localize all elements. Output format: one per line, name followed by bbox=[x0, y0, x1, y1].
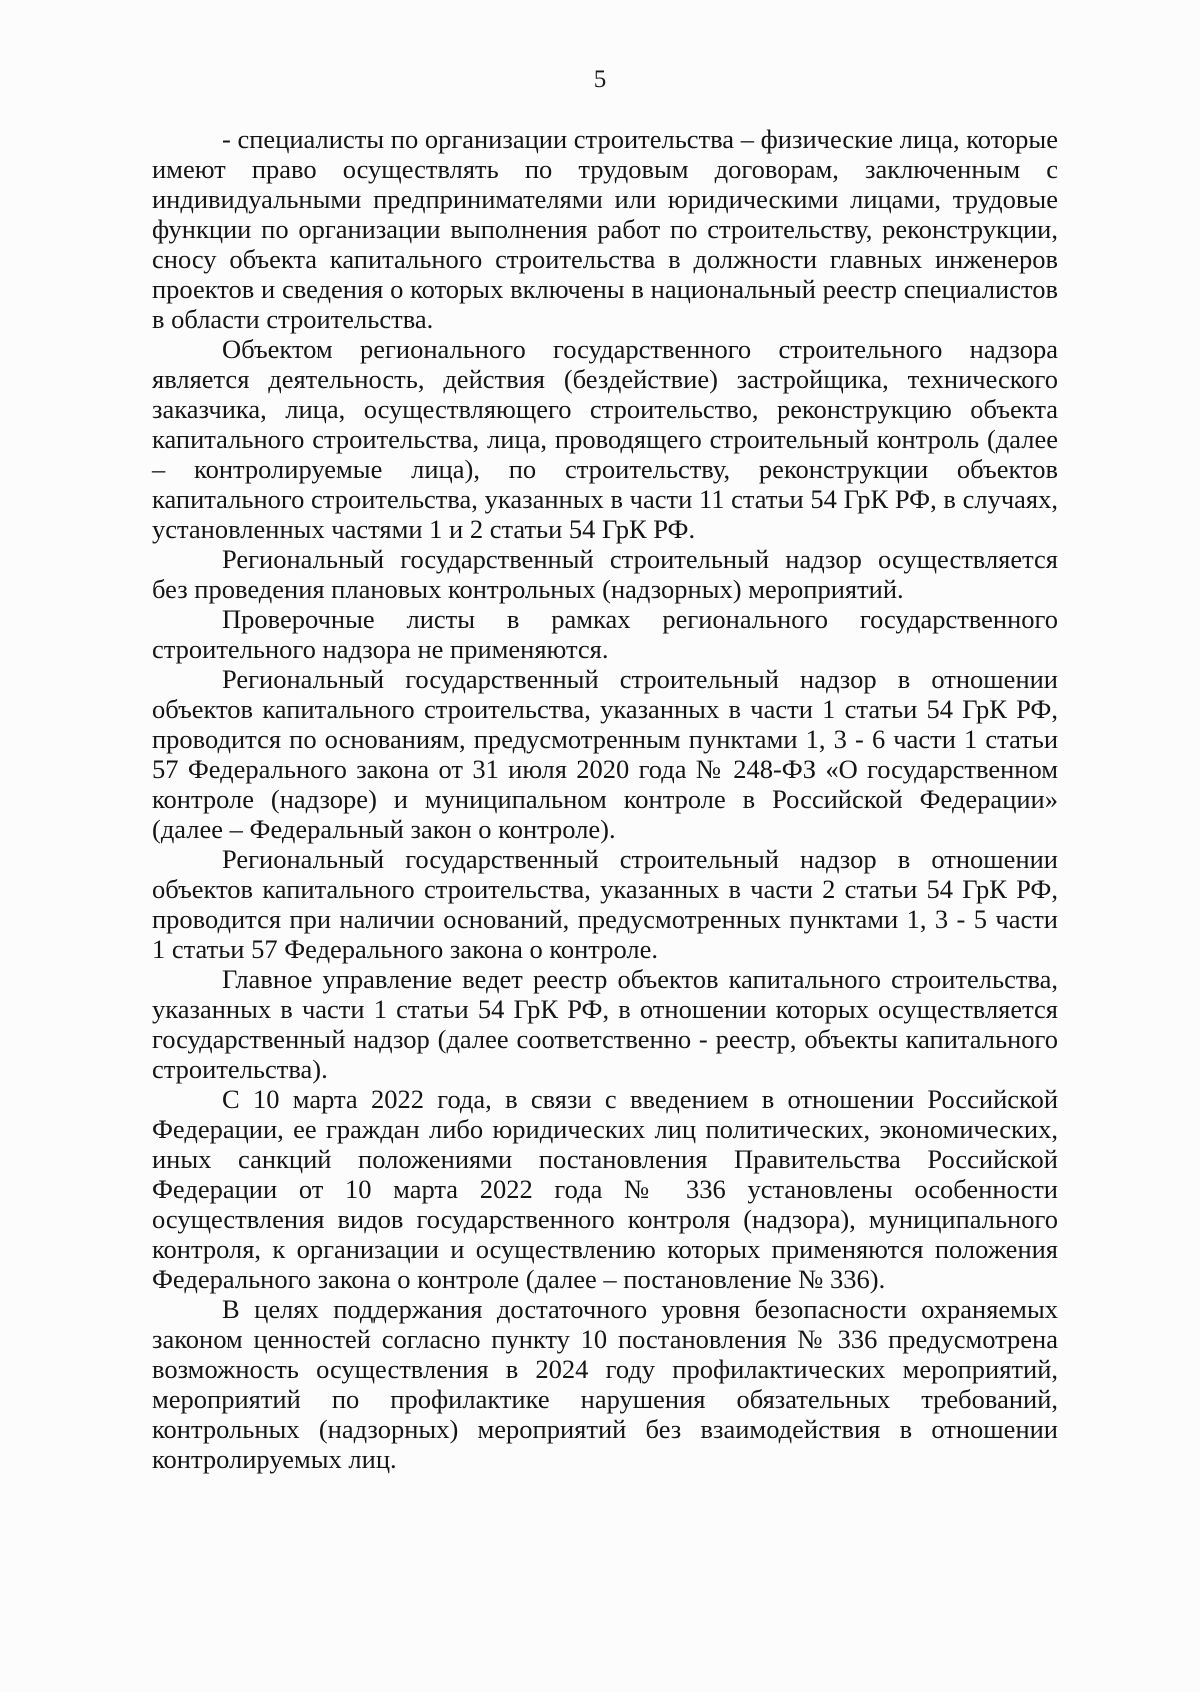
paragraph-resolution-336: С 10 марта 2022 года, в связи с введением в отношении Российской Федерации, ее граждан либо юридических лиц политических, экономических, иных санкций положениями постановления Правительства Российской Федерации от 10 марта 2022 года № 336 установлены особенности осуществления видов государственного контроля (надзора), муниципального контроля, к организации и осуществлению которых применяются положения Федерального закона о контроле (далее – постановление № 336). bbox=[152, 1084, 1058, 1294]
paragraph-grounds-part-1: Региональный государственный строительный надзор в отношении объектов капитального строительства, указанных в части 1 статьи 54 ГрК РФ, проводится по основаниям, предусмотренным пунктами 1, 3 - 6 части 1 статьи 57 Федерального закона от 31 июля 2020 года № 248-ФЗ «О государственном контроле (надзоре) и муниципальном контроле в Российской Федерации» (далее – Федеральный закон о контроле). bbox=[152, 664, 1058, 844]
paragraph-supervision-object: Объектом регионального государственного строительного надзора является деятельность, действия (бездействие) застройщика, технического заказчика, лица, осуществляющего строительство, реконструкцию объекта капитального строительства, лица, проводящего строительный контроль (далее – контролируемые лица), по строительству, реконструкции объектов капитального строительства, указанных в части 11 статьи 54 ГрК РФ, в случаях, установленных частями 1 и 2 статьи 54 ГрК РФ. bbox=[152, 334, 1058, 544]
page-number: 5 bbox=[593, 66, 607, 93]
paragraph-construction-specialists: - специалисты по организации строительства – физические лица, которые имеют право осуществлять по трудовым договорам, заключенным с индивидуальными предпринимателями или юридическими лицами, трудовые функции по организации выполнения работ по строительству, реконструкции, сносу объекта капитального строительства в должности главных инженеров проектов и сведения о которых включены в национальный реестр специалистов в области строительства. bbox=[152, 124, 1058, 334]
paragraph-no-planned-inspections: Региональный государственный строительный надзор осуществляется без проведения плановых контрольных (надзорных) мероприятий. bbox=[152, 544, 1058, 604]
paragraph-preventive-measures: В целях поддержания достаточного уровня безопасности охраняемых законом ценностей согласно пункту 10 постановления № 336 предусмотрена возможность осуществления в 2024 году профилактических мероприятий, мероприятий по профилактике нарушения обязательных требований, контрольных (надзорных) мероприятий без взаимодействия в отношении контролируемых лиц. bbox=[152, 1294, 1058, 1474]
paragraph-register: Главное управление ведет реестр объектов капитального строительства, указанных в части 1 статьи 54 ГрК РФ, в отношении которых осуществляется государственный надзор (далее соответственно - реестр, объекты капитального строительства). bbox=[152, 964, 1058, 1084]
document-body bbox=[152, 124, 1058, 1474]
paragraph-checklists: Проверочные листы в рамках регионального государственного строительного надзора не применяются. bbox=[152, 604, 1058, 664]
paragraph-grounds-part-2: Региональный государственный строительный надзор в отношении объектов капитального строительства, указанных в части 2 статьи 54 ГрК РФ, проводится при наличии оснований, предусмотренных пунктами 1, 3 - 5 части 1 статьи 57 Федерального закона о контроле. bbox=[152, 844, 1058, 964]
